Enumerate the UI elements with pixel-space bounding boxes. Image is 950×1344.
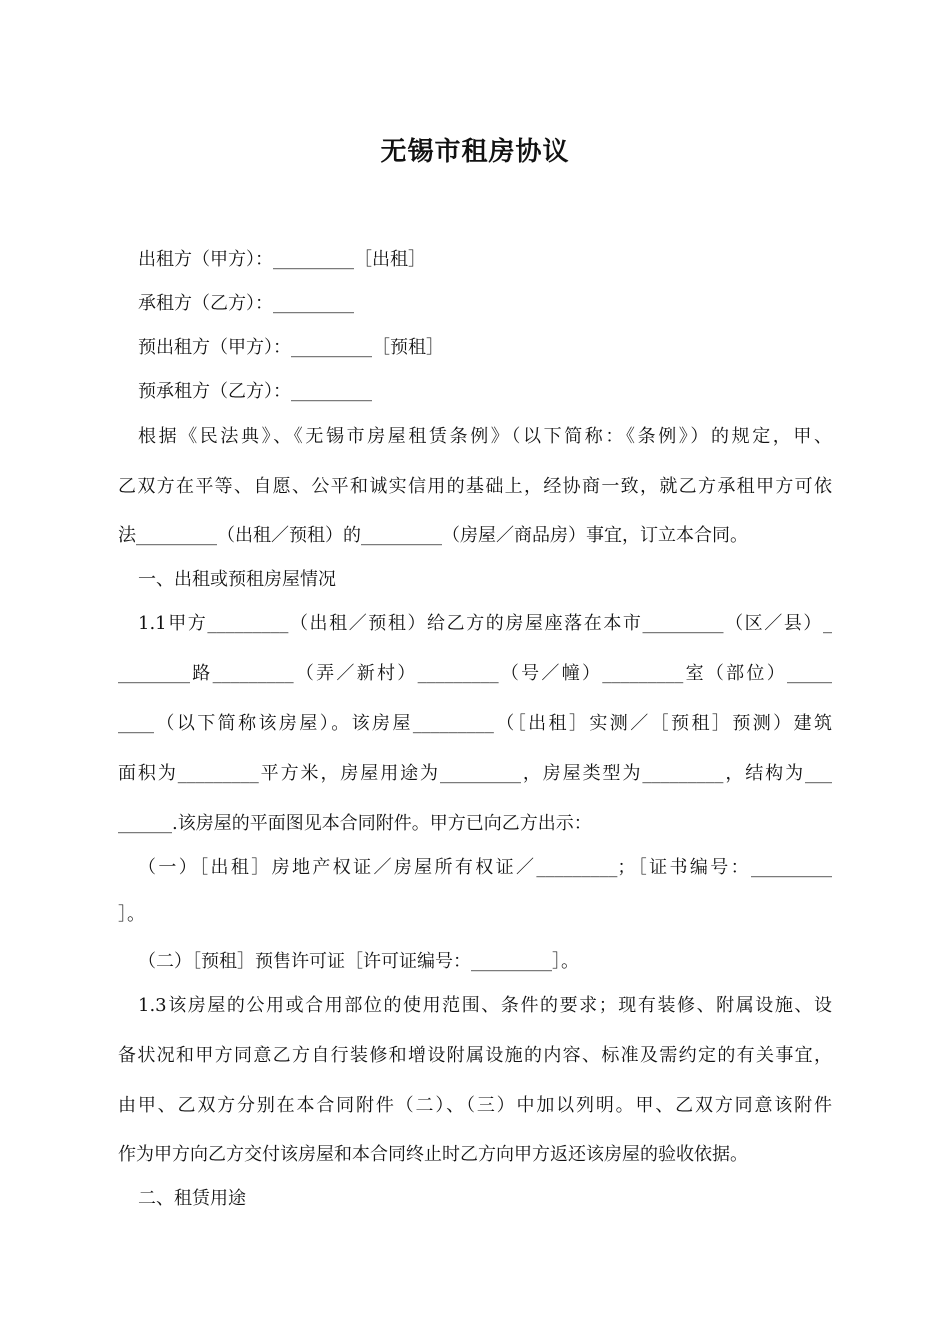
section-2-heading: 二、租赁用途 <box>138 1188 246 1209</box>
preamble-line-2: 乙双方在平等、自愿、公平和诚实信用的基础上，经协商一致，就乙方承租甲方可依 <box>118 476 832 497</box>
preamble-line-1: 根据《民法典》、《无锡市房屋租赁条例》（以下简称：《条例》）的规定，甲、 <box>138 426 832 447</box>
lessor-line: 出租方（甲方）：_________［出租］ <box>138 249 426 270</box>
clause-1-1-line-2: ________路_________（弄／新村）_________（号／幢）_________室（部位）_____ <box>118 663 832 684</box>
clause-1-3-line-2: 备状况和甲方同意乙方自行装修和增设附属设施的内容、标准及需约定的有关事宜， <box>118 1045 832 1066</box>
clause-1-1-line-4: 面积为_________平方米，房屋用途为_________，房屋类型为_________，结构为___ <box>118 763 832 784</box>
item-one-line-2: ］。 <box>118 904 145 925</box>
clause-1-3-line-1: 1.3该房屋的公用或合用部位的使用范围、条件的要求；现有装修、附属设施、设 <box>138 995 832 1016</box>
pre-lessee-line: 预承租方（乙方）：_________ <box>138 381 372 402</box>
clause-1-1-line-1: 1.1甲方_________（出租／预租）给乙方的房屋座落在本市_________（区／县）_ <box>138 613 832 634</box>
section-1-heading: 一、出租或预租房屋情况 <box>138 569 336 590</box>
clause-1-3-line-4: 作为甲方向乙方交付该房屋和本合同终止时乙方向甲方返还该房屋的验收依据。 <box>118 1144 748 1165</box>
document-title: 无锡市租房协议 <box>380 137 570 167</box>
clause-1-1-line-5: ______.该房屋的平面图见本合同附件。甲方已向乙方出示： <box>118 813 592 834</box>
preamble-line-3: 法_________（出租／预租）的_________（房屋／商品房）事宜，订立本合同。 <box>118 525 748 546</box>
pre-lessor-line: 预出租方（甲方）：_________［预租］ <box>138 337 444 358</box>
item-two-line: （二）［预租］预售许可证［许可证编号：_________］。 <box>138 951 579 972</box>
item-one-line-1: （一）［出租］房地产权证／房屋所有权证／_________；［证书编号：_________ <box>138 857 832 878</box>
lessee-line: 承租方（乙方）：_________ <box>138 293 354 314</box>
clause-1-3-line-3: 由甲、乙双方分别在本合同附件（二）、（三）中加以列明。甲、乙双方同意该附件 <box>118 1095 832 1116</box>
clause-1-1-line-3: ____（以下简称该房屋）。该房屋_________（［出租］实测／［预租］预测）建筑 <box>118 713 832 734</box>
